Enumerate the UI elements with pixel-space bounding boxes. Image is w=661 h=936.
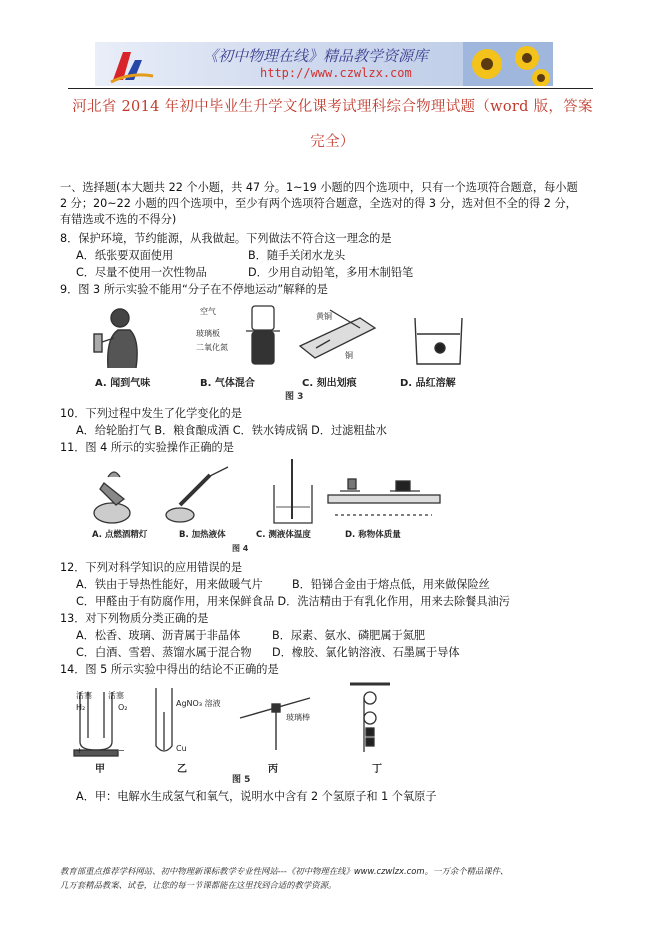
figure-3-caption-c: C. 刻出划痕 bbox=[302, 378, 357, 389]
question-12-stem: 12．下列对科学知识的应用错误的是 bbox=[60, 561, 243, 574]
question-9-stem: 9．图 3 所示实验不能用“分子在不停地运动”解释的是 bbox=[60, 283, 328, 296]
question-8-option-c: C．尽量不使用一次性物品 bbox=[76, 266, 207, 279]
question-13-stem: 13．对下列物质分类正确的是 bbox=[60, 612, 209, 625]
test-tube-icon bbox=[156, 688, 172, 751]
question-13-option-c: C．白酒、雪碧、蒸馏水属于混合物 bbox=[76, 646, 252, 659]
figure-3-caption-b: B. 气体混合 bbox=[200, 378, 255, 389]
figure-3-label-brass: 黄铜 bbox=[316, 312, 332, 321]
question-8-option-a: A．纸张要双面使用 bbox=[76, 249, 174, 262]
figure-4-caption-b: B. 加热液体 bbox=[179, 530, 226, 540]
question-12-option-a: A．铁由于导热性能好，用来做暖气片 bbox=[76, 578, 263, 591]
document-title: 河北省 2014 年初中毕业生升学文化课考试理科综合物理试题（word 版，答案 bbox=[72, 99, 593, 115]
figure-5-caption-d: 丁 bbox=[372, 764, 382, 775]
question-13-option-d: D．橡胶、氯化钠溶液、石墨属于导体 bbox=[272, 646, 460, 659]
glass-rod-lever-icon bbox=[240, 698, 310, 750]
figure-5-label-h2: H₂ bbox=[76, 703, 86, 712]
scratch-plates-icon bbox=[300, 310, 375, 358]
figure-3 bbox=[60, 298, 480, 368]
header-banner bbox=[95, 42, 553, 86]
figure-3-label-copper: 铜 bbox=[345, 351, 353, 360]
question-13-option-a: A．松香、玻璃、沥青属于非晶体 bbox=[76, 629, 241, 642]
figure-3-label-glass: 玻璃板 bbox=[196, 329, 220, 338]
beaker-icon bbox=[415, 318, 462, 364]
figure-5-label-plus: + bbox=[76, 746, 83, 755]
question-14-option-a: A．甲：电解水生成氢气和氧气，说明水中含有 2 个氢原子和 1 个氧原子 bbox=[76, 790, 437, 803]
figure-3-caption-d: D. 品红溶解 bbox=[400, 378, 456, 389]
question-13-option-b: B．尿素、氨水、磷肥属于氮肥 bbox=[272, 629, 426, 642]
question-11-stem: 11．图 4 所示的实验操作正确的是 bbox=[60, 441, 234, 454]
person-smelling-icon bbox=[94, 309, 137, 368]
figure-4-caption-c: C. 测液体温度 bbox=[256, 530, 311, 540]
banner-title: 《初中物理在线》精品教学资源库 bbox=[203, 47, 429, 65]
question-10-stem: 10．下列过程中发生了化学变化的是 bbox=[60, 407, 243, 420]
section-intro: 2 分；20~22 小题的四个选项中，至少有两个选项符合题意，全选对的得 3 分，选对但不全的得 2 分， bbox=[60, 197, 577, 210]
document-title-cont: 完全） bbox=[310, 134, 355, 150]
figure-5-label-agno3: AgNO₃ 溶液 bbox=[176, 699, 221, 708]
footer-line-2: 几万套精品教案、试卷，让您的每一节课都能在这里找到合适的教学资源。 bbox=[60, 880, 337, 890]
question-8-option-d: D．少用自动铅笔，多用木制铅笔 bbox=[248, 266, 414, 279]
question-12-option-b: B．铅锑合金由于熔点低，用来做保险丝 bbox=[292, 578, 490, 591]
gas-jars-icon bbox=[246, 306, 280, 364]
figure-4-caption-a: A. 点燃酒精灯 bbox=[92, 530, 148, 540]
thermometer-beaker-icon bbox=[274, 459, 312, 523]
site-logo-icon bbox=[109, 46, 155, 84]
figure-5-label-rod: 玻璃棒 bbox=[286, 713, 310, 722]
figure-3-caption-a: A. 闻到气味 bbox=[95, 378, 151, 389]
section-intro: 一、选择题(本大题共 22 个小题，共 47 分。1~19 小题的四个选项中，只有一个选项符合题意，每小题 bbox=[60, 181, 578, 194]
footer-line-1: 教育部重点推荐学科网站、初中物理新课标教学专业性网站---《初中物理在线》www.czwlzx.com。一万余个精品课件、 bbox=[60, 866, 509, 876]
question-8-option-b: B．随手关闭水龙头 bbox=[248, 249, 346, 262]
balance-scale-icon bbox=[328, 479, 440, 515]
figure-3-label-no2: 二氧化氮 bbox=[196, 343, 228, 352]
figure-5-caption-a: 甲 bbox=[95, 764, 105, 775]
figure-4-caption-d: D. 称物体质量 bbox=[345, 530, 401, 540]
figure-5-label-piston-right: 活塞 bbox=[108, 691, 124, 700]
question-12-option-cd: C．甲醛由于有防腐作用，用来保鲜食品 D．洗洁精由于有乳化作用，用来去除餐具油污 bbox=[76, 595, 510, 608]
banner-url[interactable]: http://www.czwlzx.com bbox=[260, 66, 412, 80]
section-intro: 有错选或不选的不得分) bbox=[60, 213, 177, 226]
figure-4 bbox=[60, 455, 480, 527]
figure-5-caption-b: 乙 bbox=[177, 764, 187, 775]
question-10-options: A．给轮胎打气 B．粮食酿成酒 C．铁水铸成锅 D．过滤粗盐水 bbox=[76, 424, 387, 437]
heating-test-tube-icon bbox=[166, 467, 228, 522]
figure-5-label-cu: Cu bbox=[176, 744, 187, 753]
header-rule bbox=[68, 88, 593, 89]
alcohol-lamp-icon bbox=[94, 472, 130, 523]
figure-4-label: 图 4 bbox=[232, 544, 249, 553]
sunflower-decoration-icon bbox=[463, 42, 553, 86]
figure-5-label: 图 5 bbox=[232, 775, 251, 785]
figure-3-label: 图 3 bbox=[285, 392, 304, 402]
question-8-stem: 8．保护环境，节约能源，从我做起。下列做法不符合这一理念的是 bbox=[60, 232, 392, 245]
pulley-system-icon bbox=[350, 684, 390, 752]
question-14-stem: 14．图 5 所示实验中得出的结论不正确的是 bbox=[60, 663, 279, 676]
figure-5-caption-c: 丙 bbox=[268, 764, 278, 775]
figure-3-label-air: 空气 bbox=[200, 307, 216, 316]
figure-5-label-o2: O₂ bbox=[118, 703, 128, 712]
figure-5-label-piston-left: 活塞 bbox=[76, 691, 92, 700]
figure-5-label-minus: − bbox=[118, 746, 125, 755]
